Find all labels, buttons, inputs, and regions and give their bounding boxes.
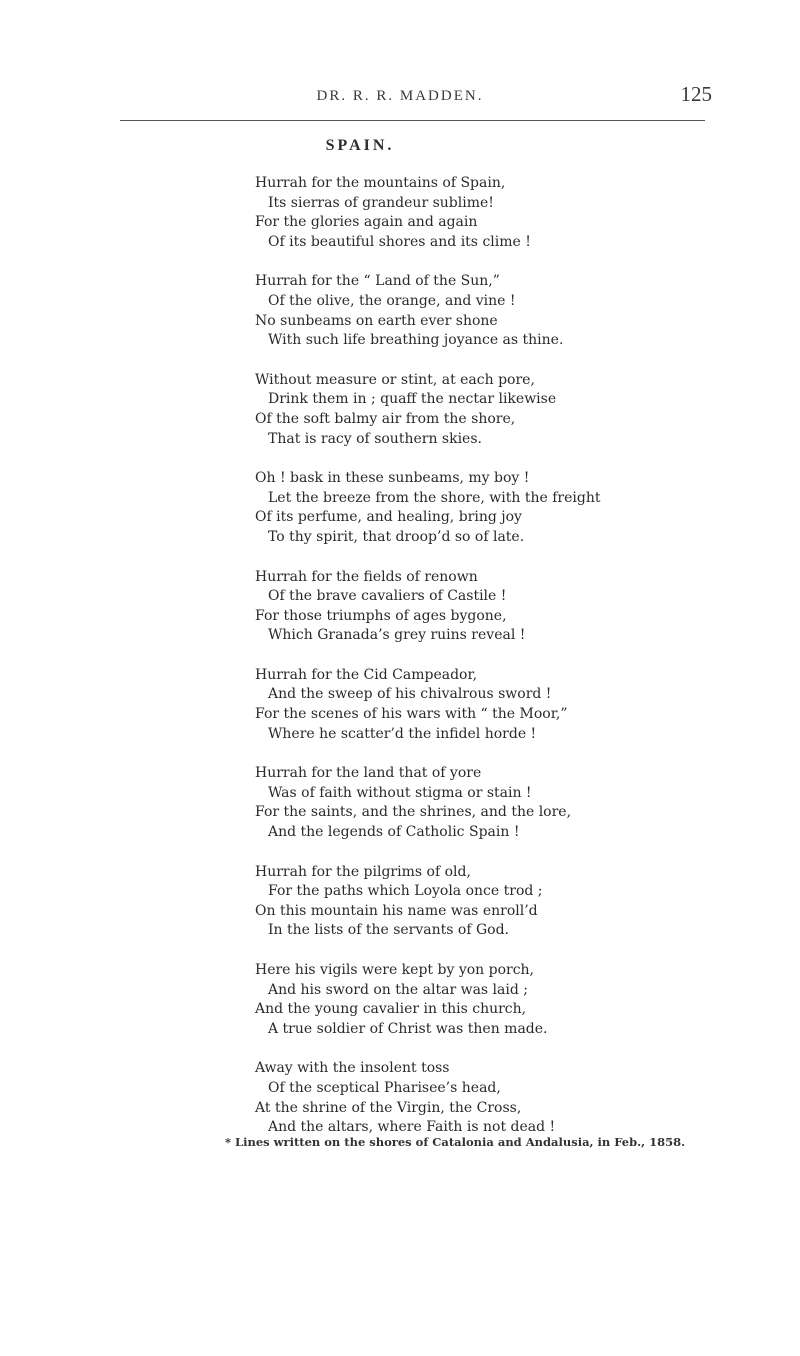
poem-line: Where he scatter’d the infidel horde ! [268,725,537,742]
page-number: 125 [680,82,712,106]
poem-line: With such life breathing joyance as thine. [268,332,564,349]
poem-line: Which Granada’s grey ruins reveal ! [268,627,526,644]
poem-line: Of the olive, the orange, and vine ! [268,292,516,309]
running-head-title: DR. R. R. MADDEN. [316,88,484,104]
poem-line: No sunbeams on earth ever shone [255,312,498,329]
poem-line: Hurrah for the fields of renown [255,568,478,585]
poem-line: In the lists of the servants of God. [268,922,509,939]
poem-stanza [255,1059,775,1137]
poem-line: Was of faith without stigma or stain ! [268,784,532,801]
poem-stanza [255,961,775,1039]
footnote: * Lines written on the shores of Catalonia and Andalusia, in Feb., 1858. [225,1135,686,1149]
poem-line: And the young cavalier in this church, [255,1001,527,1018]
poem-title: SPAIN. [325,137,395,154]
poem-line: At the shrine of the Virgin, the Cross, [255,1099,522,1116]
poem-line: Of the soft balmy air from the shore, [255,410,516,427]
poem-line: Here his vigils were kept by yon porch, [255,962,535,978]
poem-line: And the altars, where Faith is not dead ! [268,1119,556,1136]
poem-line: Drink them in ; quaff the nectar likewise [268,391,557,408]
poem-line: Of the brave cavaliers of Castile ! [268,588,507,605]
poem-line: Of its beautiful shores and its clime ! [268,233,531,250]
poem-stanza [255,174,775,252]
poem-line: For the paths which Loyola once trod ; [268,883,543,900]
poem-stanza [255,568,775,646]
header-rule [120,120,705,121]
poem-line: For the glories again and again [255,214,478,231]
poem-stanza [255,666,775,744]
poem-body [255,174,775,1158]
poem-line: Hurrah for the mountains of Spain, [255,175,506,191]
poem-line: To thy spirit, that droop’d so of late. [268,528,525,545]
poem-line: And his sword on the altar was laid ; [268,981,528,998]
poem-line: Of its perfume, and healing, bring joy [255,509,522,526]
poem-line: And the legends of Catholic Spain ! [268,824,520,841]
poem-line: For the scenes of his wars with “ the Moor,” [255,706,568,723]
poem-line: Let the breeze from the shore, with the freight [268,489,601,506]
poem-line: For the saints, and the shrines, and the lore, [255,804,572,821]
poem-stanza [255,469,775,547]
poem-line: Oh ! bask in these sunbeams, my boy ! [255,470,530,487]
poem-line: For those triumphs of ages bygone, [255,607,507,624]
poem-line: A true soldier of Christ was then made. [268,1020,548,1037]
poem-line: Without measure or stint, at each pore, [255,371,535,388]
poem-line: And the sweep of his chivalrous sword ! [268,686,552,703]
poem-stanza [255,764,775,842]
poem-line: Hurrah for the land that of yore [255,765,482,782]
poem-line: Of the sceptical Pharisee’s head, [268,1079,501,1096]
poem-line: Hurrah for the “ Land of the Sun,” [255,273,500,290]
running-head [0,82,800,110]
poem-stanza [255,371,775,449]
poem-line: Away with the insolent toss [255,1060,450,1077]
poem-line: Hurrah for the pilgrims of old, [255,863,471,880]
poem-line: Its sierras of grandeur sublime! [268,194,494,211]
poem-stanza [255,863,775,941]
poem-line: Hurrah for the Cid Campeador, [255,666,478,683]
poem-line: On this mountain his name was enroll’d [255,902,538,919]
poem-stanza [255,272,775,350]
poem-line: That is racy of southern skies. [268,430,482,447]
